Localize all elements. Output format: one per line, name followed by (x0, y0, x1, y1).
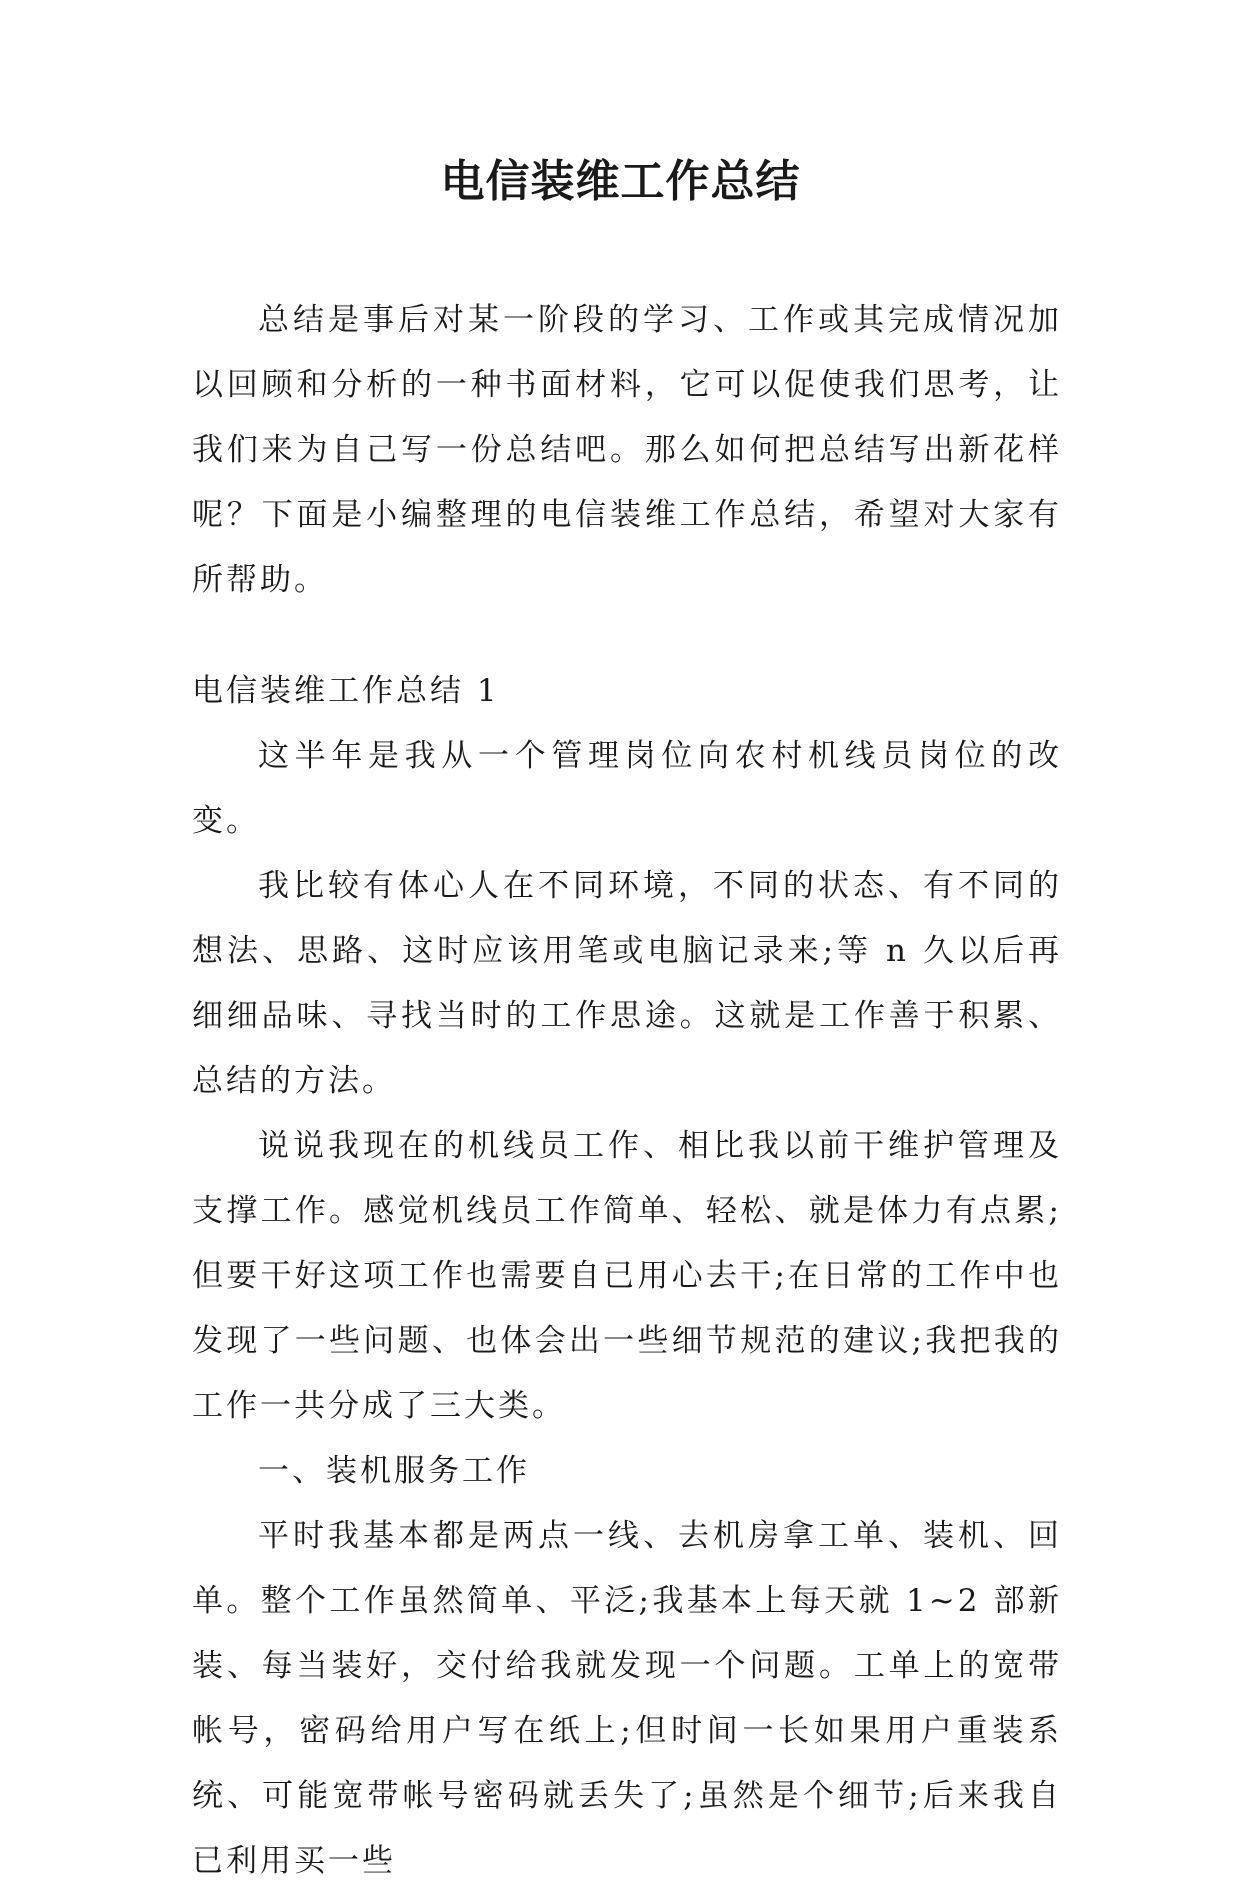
section-heading: 电信装维工作总结 1 (192, 673, 500, 709)
document-title: 电信装维工作总结 (440, 156, 801, 207)
body-paragraph-3: 说说我现在的机线员工作、相比我以前干维护管理及支撑工作。感觉机线员工作简单、轻松、就是体力有点累;但要干好这项工作也需要自已用心去干;在日常的工作中也发现了一些问题、也体会出一些细节规范的建议;我把我的工作一共分成了三大类。 (192, 1128, 1062, 1424)
document-body (192, 288, 1062, 1894)
subsection-heading: 一、装机服务工作 (258, 1453, 530, 1489)
body-paragraph-2: 我比较有体心人在不同环境，不同的状态、有不同的想法、思路、这时应该用笔或电脑记录来;等 n 久以后再细细品味、寻找当时的工作思途。这就是工作善于积累、总结的方法。 (192, 868, 1062, 1099)
body-paragraph-1: 这半年是我从一个管理岗位向农村机线员岗位的改变。 (192, 738, 1062, 839)
intro-paragraph: 总结是事后对某一阶段的学习、工作或其完成情况加以回顾和分析的一种书面材料，它可以促使我们思考，让我们来为自己写一份总结吧。那么如何把总结写出新花样呢？下面是小编整理的电信装维工作总结，希望对大家有所帮助。 (192, 302, 1062, 598)
body-paragraph-4: 平时我基本都是两点一线、去机房拿工单、装机、回单。整个工作虽然简单、平泛;我基本上每天就 1~2 部新装、每当装好，交付给我就发现一个问题。工单上的宽带帐号，密码给用户写在纸上;但时间一长如果用户重装系统、可能宽带帐号密码就丢失了;虽然是个细节;后来我自已利用买一些 (192, 1518, 1062, 1879)
